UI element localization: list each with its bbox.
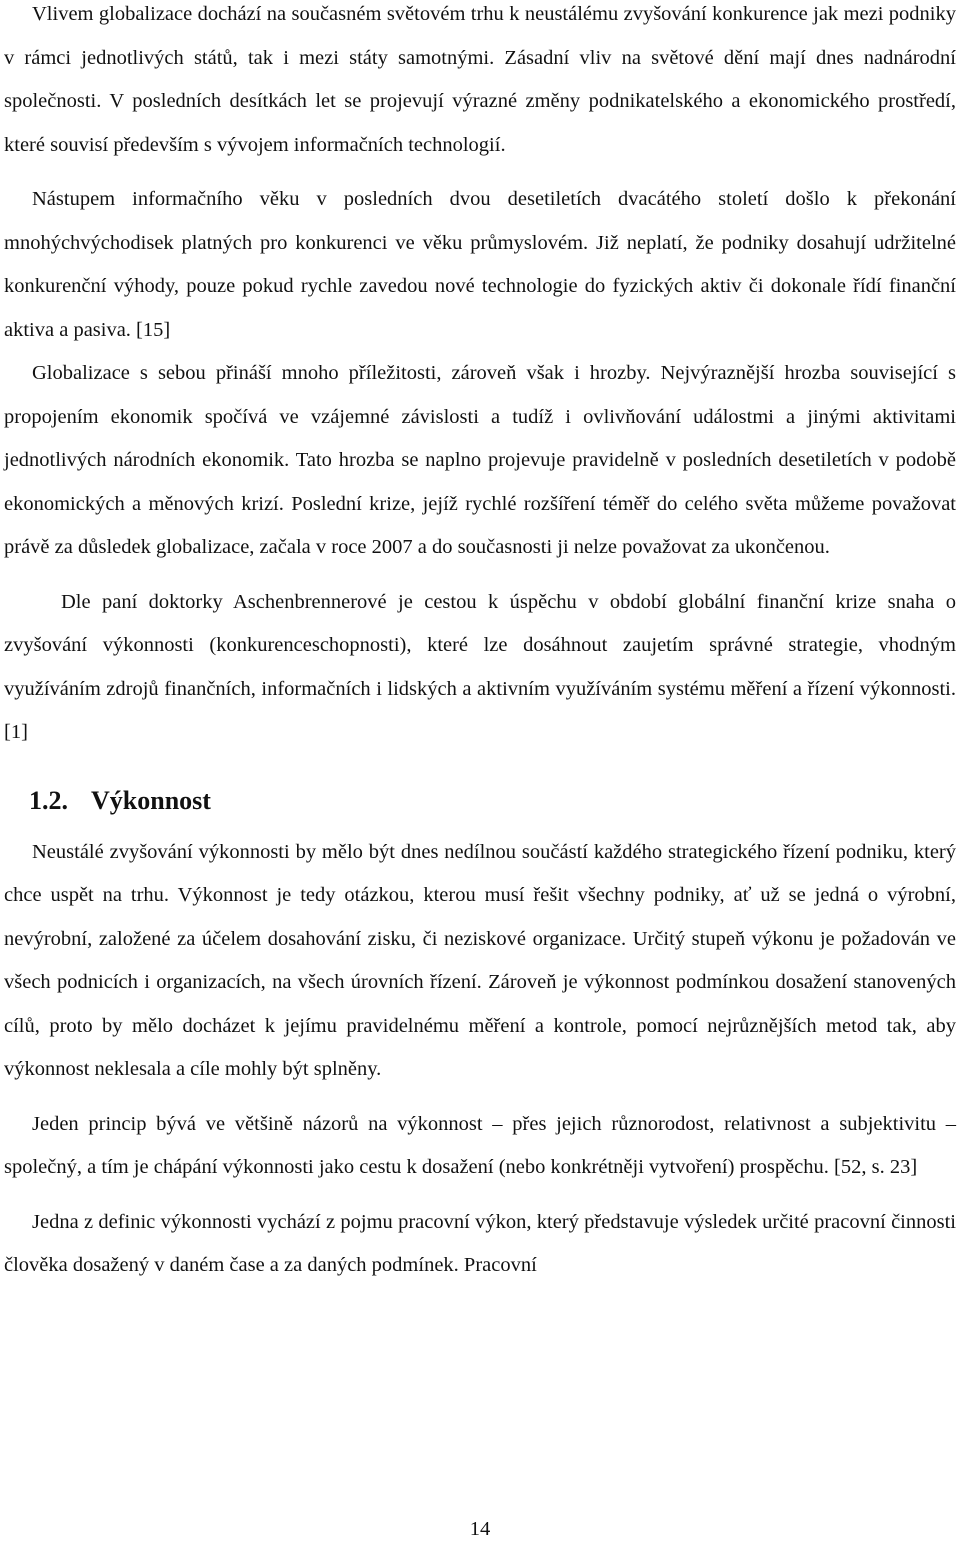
paragraph-performance-definition: Jedna z definic výkonnosti vychází z pojmu pracovní výkon, který představuje výsledek určité pracovní činnosti člověka dosažený v daném čase a za daných podmínek. Pracovní [4,1210,956,1276]
paragraph-performance-importance: Neustálé zvyšování výkonnosti by mělo být dnes nedílnou součástí každého strategického řízení podniku, který chce uspět na trhu. Výkonnost je tedy otázkou, kterou musí řešit všechny podniky, ať už se jedná o výrobní, nevýrobní, založené za účelem dosahování zisku, či neziskové organizace. Určitý stupeň výkonu je požadován ve všech podnicích i organizacích, na všech úrovních řízení. Zároveň je výkonnost podmínkou dosažení stanovených cílů, proto by mělo docházet k jejímu pravidelnému měření a kontrole, pomocí nejrůznějších metod tak, aby výkonnost neklesala a cíle mohly být splněny. [4,840,956,1080]
page-number: 14 [469,1518,491,1540]
section-number: 1.2. [29,785,68,815]
paragraph-globalization-competition: Vlivem globalizace dochází na současném světovém trhu k neustálému zvyšování konkurence jak mezi podniky v rámci jednotlivých států, tak i mezi státy samotnými. Zásadní vliv na světové dění mají dnes nadnárodní společnosti. V posledních desítkách let se projevují výrazné změny podnikatelského a ekonomického prostředí, které souvisí především s vývojem informačních technologií. [4,3,956,156]
section-heading [4,781,956,821]
paragraph-information-age: Nástupem informačního věku v posledních dvou desetiletích dvacátého století došlo k překonání mnohýchvýchodisek platných pro konkurenci ve věku průmyslovém. Již neplatí, že podniky dosahují udržitelné konkurenční výhody, pouze pokud rychle zavedou nové technologie do fyzických aktiv či dokonale řídí finanční aktiva a pasiva. [15] [4,188,956,341]
paragraph-performance-principle: Jeden princip bývá ve většině názorů na výkonnost – přes jejich různorodost, relativnost a subjektivitu – společný, a tím je chápání výkonnosti jako cestu k dosažení (nebo konkrétněji vytvoření) prospěchu. [52, s. 23] [4,1112,956,1178]
paragraph-globalization-threats: Globalizace s sebou přináší mnoho příležitosti, zároveň však i hrozby. Nejvýraznější hrozba související s propojením ekonomik spočívá ve vzájemné závislosti a tudíž i ovlivňování událostmi a jinými aktivitami jednotlivých národních ekonomik. Tato hrozba se naplno projevuje pravidelně v posledních desetiletích v podobě ekonomických a měnových krizí. Poslední krize, jejíž rychlé rozšíření téměř do celého světa můžeme považovat právě za důsledek globalizace, začala v roce 2007 a do současnosti ji nelze považovat za ukončenou. [4,362,956,558]
paragraph-aschenbrennerova: Dle paní doktorky Aschenbrennerové je cestou k úspěchu v období globální finanční krize snaha o zvyšování výkonnosti (konkurenceschopnosti), které lze dosáhnout zaujetím správné strategie, vhodným využíváním zdrojů finančních, informačních i lidských a aktivním využíváním systému měření a řízení výkonnosti. [1] [4,590,956,743]
section-title: Výkonnost [91,785,211,815]
